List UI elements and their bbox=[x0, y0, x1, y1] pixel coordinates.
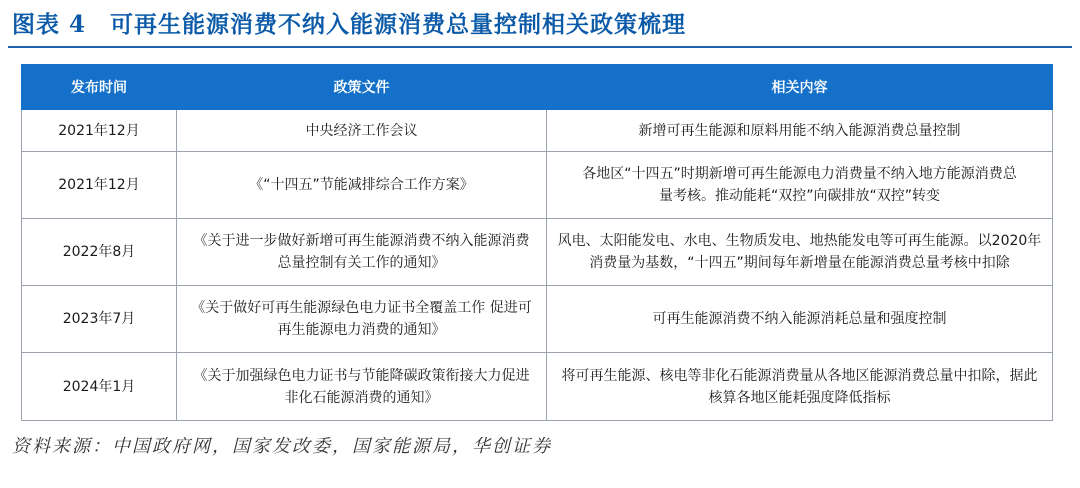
cell-document: 《关于进一步做好新增可再生能源消费不纳入能源消费总量控制有关工作的通知》 bbox=[177, 219, 547, 286]
cell-content: 可再生能源消费不纳入能源消耗总量和强度控制 bbox=[547, 286, 1053, 353]
cell-document: 中央经济工作会议 bbox=[177, 110, 547, 152]
cell-content: 新增可再生能源和原料用能不纳入能源消费总量控制 bbox=[547, 110, 1053, 152]
cell-document: 《“十四五”节能减排综合工作方案》 bbox=[177, 152, 547, 219]
policy-table bbox=[21, 64, 1053, 421]
table-row bbox=[22, 353, 1053, 421]
table-row bbox=[22, 110, 1053, 152]
header-document: 政策文件 bbox=[177, 65, 547, 110]
cell-date: 2021年12月 bbox=[22, 110, 177, 152]
table-row bbox=[22, 286, 1053, 353]
header-content: 相关内容 bbox=[547, 65, 1053, 110]
cell-date: 2023年7月 bbox=[22, 286, 177, 353]
cell-date: 2024年1月 bbox=[22, 353, 177, 421]
header-date: 发布时间 bbox=[22, 65, 177, 110]
cell-date: 2022年8月 bbox=[22, 219, 177, 286]
cell-document: 《关于加强绿色电力证书与节能降碳政策衔接大力促进非化石能源消费的通知》 bbox=[177, 353, 547, 421]
source-note: 资料来源：中国政府网，国家发改委，国家能源局，华创证券 bbox=[12, 436, 552, 457]
cell-date: 2021年12月 bbox=[22, 152, 177, 219]
cell-content: 风电、太阳能发电、水电、生物质发电、地热能发电等可再生能源。以2020年消费量为基数，“十四五”期间每年新增量在能源消费总量考核中扣除 bbox=[547, 219, 1053, 286]
table-header-row bbox=[22, 65, 1053, 110]
cell-content: 各地区“十四五”时期新增可再生能源电力消费量不纳入地方能源消费总量考核。推动能耗“双控”向碳排放“双控”转变 bbox=[547, 152, 1053, 219]
cell-document: 《关于做好可再生能源绿色电力证书全覆盖工作 促进可再生能源电力消费的通知》 bbox=[177, 286, 547, 353]
cell-content: 将可再生能源、核电等非化石能源消费量从各地区能源消费总量中扣除，据此核算各地区能耗强度降低指标 bbox=[547, 353, 1053, 421]
title-divider bbox=[8, 46, 1072, 48]
table-row bbox=[22, 219, 1053, 286]
figure-title: 图表 4 可再生能源消费不纳入能源消费总量控制相关政策梳理 bbox=[12, 11, 687, 38]
table-row bbox=[22, 152, 1053, 219]
